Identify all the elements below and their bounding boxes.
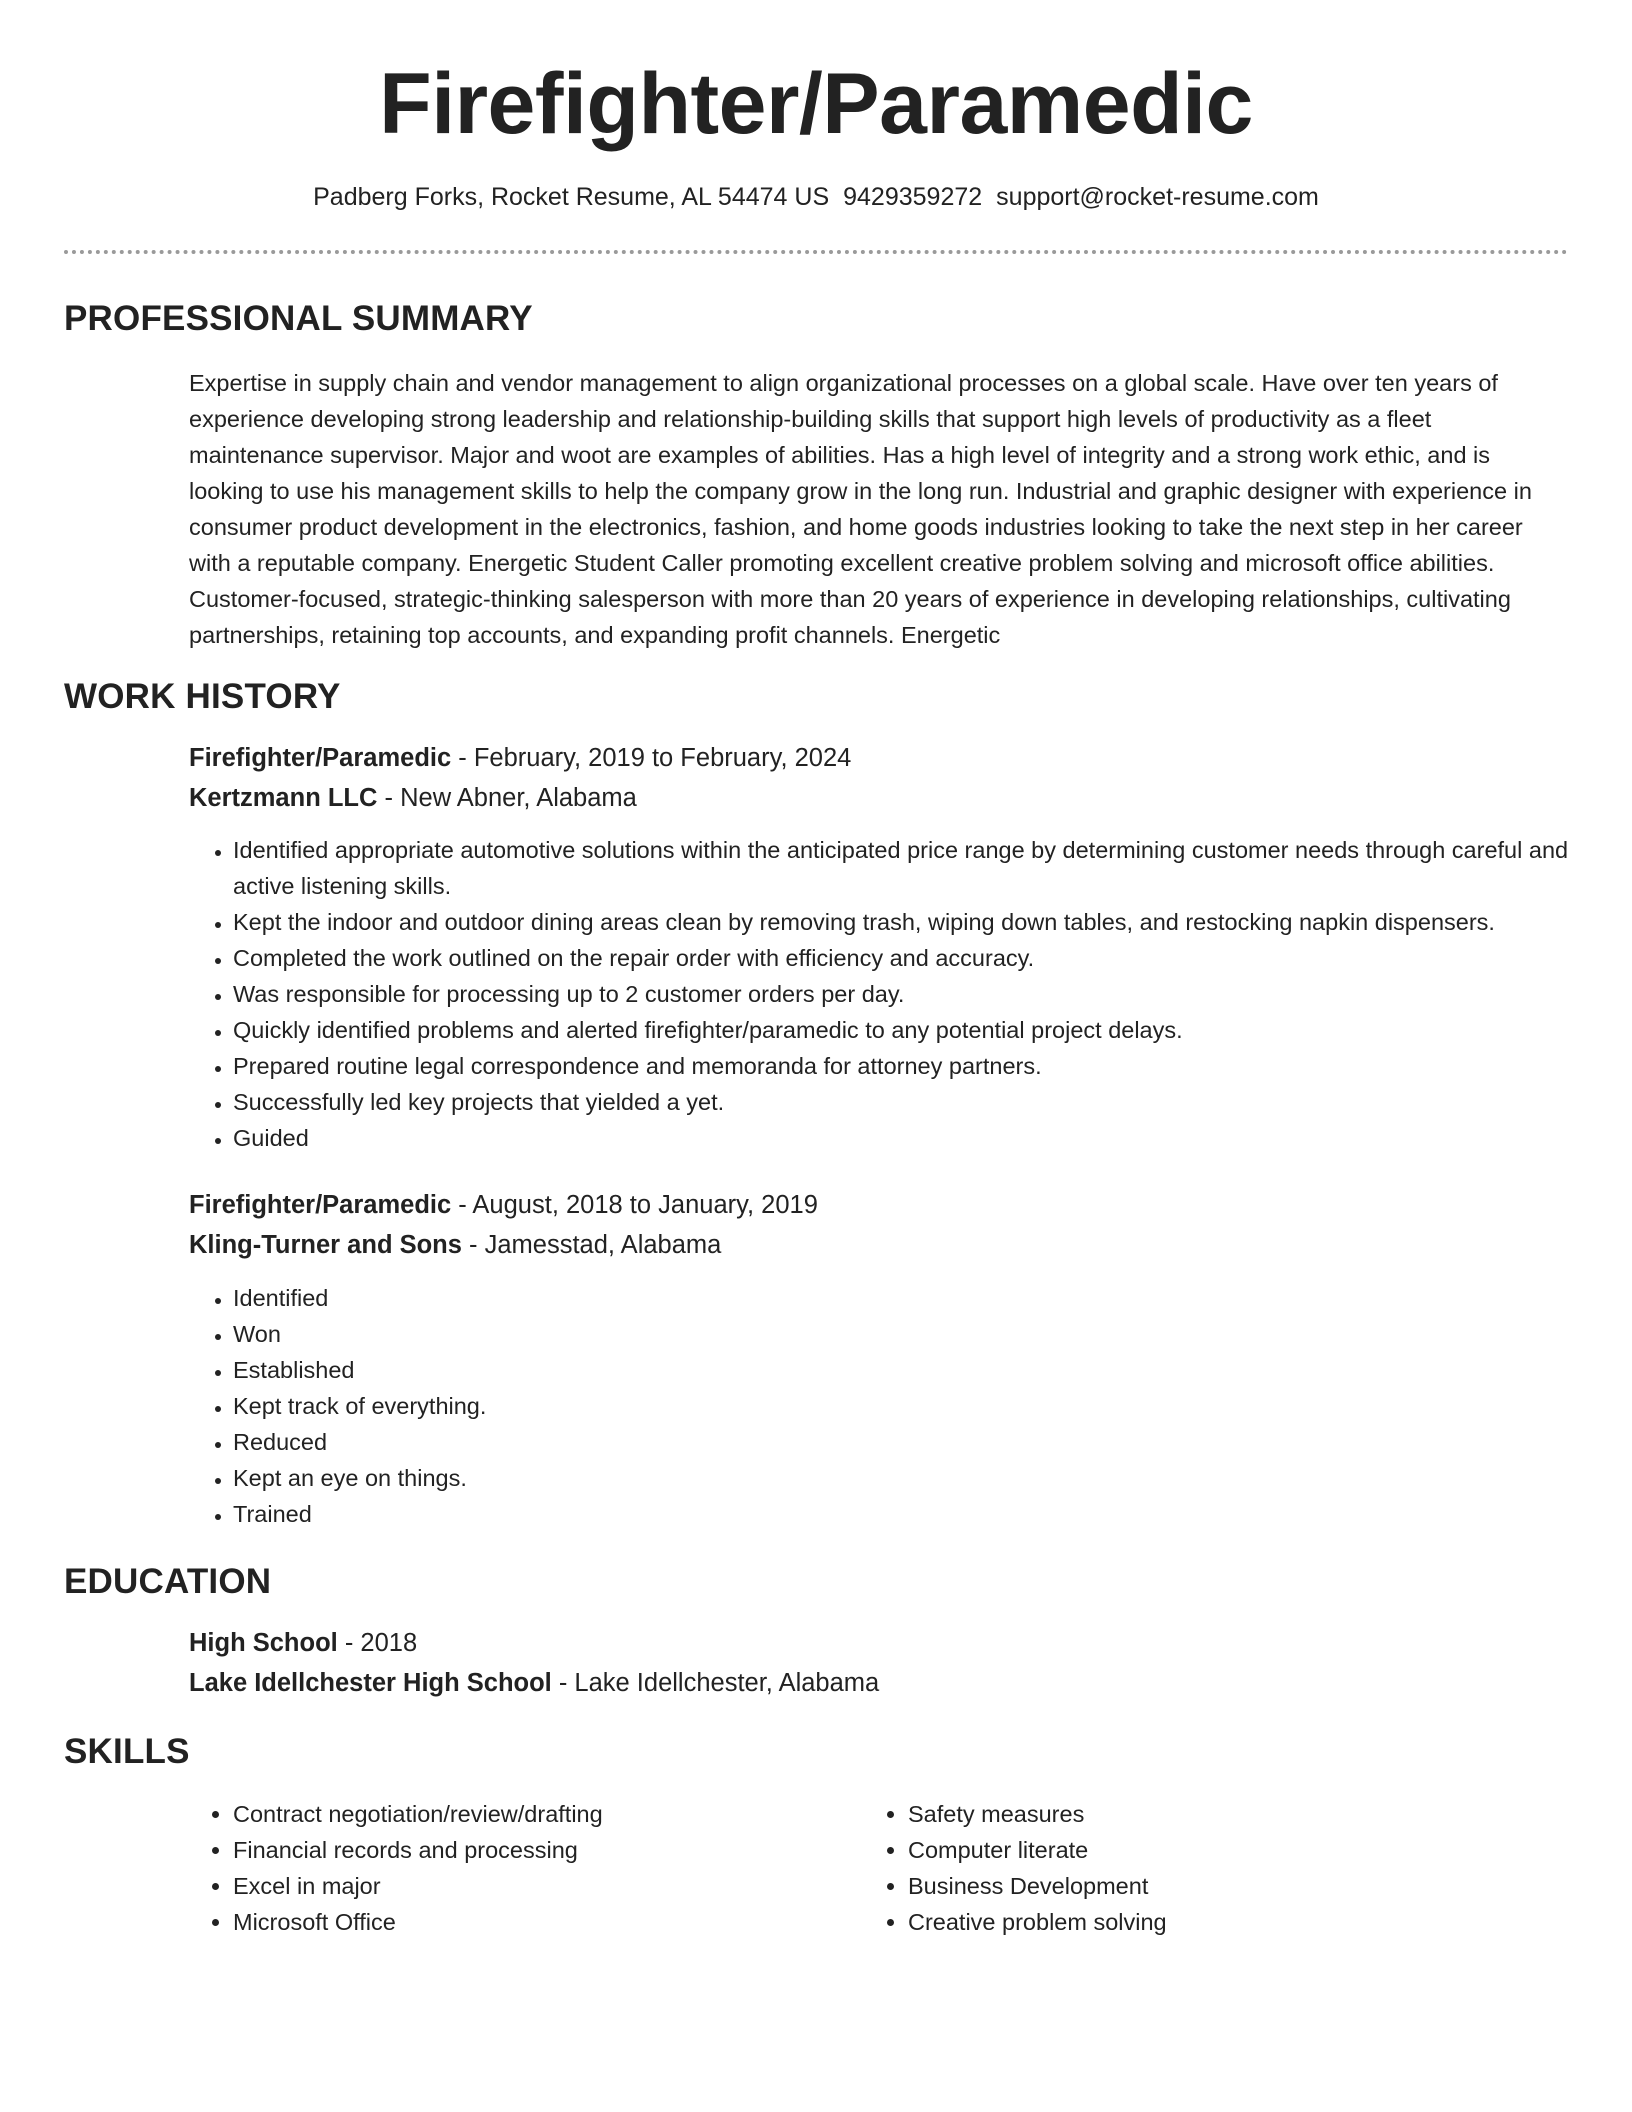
- job-2-company: Kling-Turner and Sons: [189, 1231, 462, 1259]
- summary-text: Expertise in supply chain and vendor management to align organizational processes on a global scale. Have over ten years of experience developing strong leadership and relationship-building skills that support high levels of productivity as a fleet maintenance supervisor. Major and woot are examples of abilities. Has a high level of integrity and a strong work ethic, and is looking to use his management skills to help the company grow in the long run. Industrial and graphic designer with experience in consumer product development in the electronics, fashion, and home goods industries looking to take the next step in her career with a reputable company. Energetic Student Caller promoting excellent creative problem solving and microsoft office abilities. Customer-focused, strategic-thinking salesperson with more than 20 years of experience in developing relationships, cultivating partnerships, retaining top accounts, and expanding profit channels. Energetic: [189, 370, 1532, 648]
- list-item: • Was responsible for processing up to 2 customer orders per day.: [233, 976, 1617, 1012]
- skills-heading: SKILLS: [64, 1732, 190, 1771]
- list-item: • Guided: [233, 1120, 1617, 1156]
- skill-item: • Computer literate: [908, 1832, 1528, 1868]
- skills-list-right: [864, 1796, 1528, 1940]
- skills-list-left: [189, 1796, 853, 1940]
- contact-address: Padberg Forks, Rocket Resume, AL 54474 US: [313, 183, 830, 211]
- education-location: - Lake Idellchester, Alabama: [551, 1669, 880, 1697]
- job-1-role: Firefighter/Paramedic: [189, 744, 452, 772]
- resume-name: Firefighter/Paramedic: [379, 56, 1253, 152]
- job-1-title-line: [189, 740, 851, 776]
- summary-heading: PROFESSIONAL SUMMARY: [64, 299, 533, 338]
- list-item: • Identified appropriate automotive solutions within the anticipated price range by determining customer needs through careful and active listening skills.: [233, 832, 1617, 904]
- skill-item: • Business Development: [908, 1868, 1528, 1904]
- skill-item: • Financial records and processing: [233, 1832, 853, 1868]
- education-heading: EDUCATION: [64, 1562, 272, 1601]
- skill-item: • Contract negotiation/review/drafting: [233, 1796, 853, 1832]
- education-school-line: [189, 1665, 879, 1701]
- contact-line: [0, 180, 1632, 214]
- education-year: - 2018: [337, 1629, 418, 1657]
- work-history-heading: WORK HISTORY: [64, 677, 341, 716]
- skill-item: • Excel in major: [233, 1868, 853, 1904]
- list-item: • Kept the indoor and outdoor dining areas clean by removing trash, wiping down tables, and restocking napkin dispensers.: [233, 904, 1617, 940]
- list-item: • Established: [233, 1352, 1617, 1388]
- list-item: • Prepared routine legal correspondence and memoranda for attorney partners.: [233, 1048, 1617, 1084]
- job-2-dates: - August, 2018 to January, 2019: [451, 1191, 818, 1219]
- job-2-location: - Jamesstad, Alabama: [461, 1231, 722, 1259]
- education-degree: High School: [189, 1629, 338, 1657]
- contact-email: support@rocket-resume.com: [996, 183, 1319, 211]
- list-item: • Trained: [233, 1496, 1617, 1532]
- job-1-company: Kertzmann LLC: [189, 784, 378, 812]
- skill-item: • Microsoft Office: [233, 1904, 853, 1940]
- job-1-company-line: [189, 780, 637, 816]
- header-divider: [64, 250, 1568, 254]
- job-2-bullets: [189, 1280, 1617, 1532]
- job-1-bullets: [189, 832, 1617, 1156]
- job-2-title-line: [189, 1187, 818, 1223]
- list-item: • Quickly identified problems and alerted firefighter/paramedic to any potential project delays.: [233, 1012, 1617, 1048]
- list-item: • Kept track of everything.: [233, 1388, 1617, 1424]
- list-item: • Identified: [233, 1280, 1617, 1316]
- job-2-company-line: [189, 1227, 721, 1263]
- contact-phone: 9429359272: [843, 183, 983, 211]
- job-2-role: Firefighter/Paramedic: [189, 1191, 452, 1219]
- list-item: • Completed the work outlined on the repair order with efficiency and accuracy.: [233, 940, 1617, 976]
- list-item: • Successfully led key projects that yielded a yet.: [233, 1084, 1617, 1120]
- skill-item: • Creative problem solving: [908, 1904, 1528, 1940]
- list-item: • Kept an eye on things.: [233, 1460, 1617, 1496]
- job-1-location: - New Abner, Alabama: [377, 784, 637, 812]
- list-item: • Reduced: [233, 1424, 1617, 1460]
- job-1-dates: - February, 2019 to February, 2024: [451, 744, 852, 772]
- education-degree-line: [189, 1625, 417, 1661]
- education-school: Lake Idellchester High School: [189, 1669, 552, 1697]
- list-item: • Won: [233, 1316, 1617, 1352]
- skill-item: • Safety measures: [908, 1796, 1528, 1832]
